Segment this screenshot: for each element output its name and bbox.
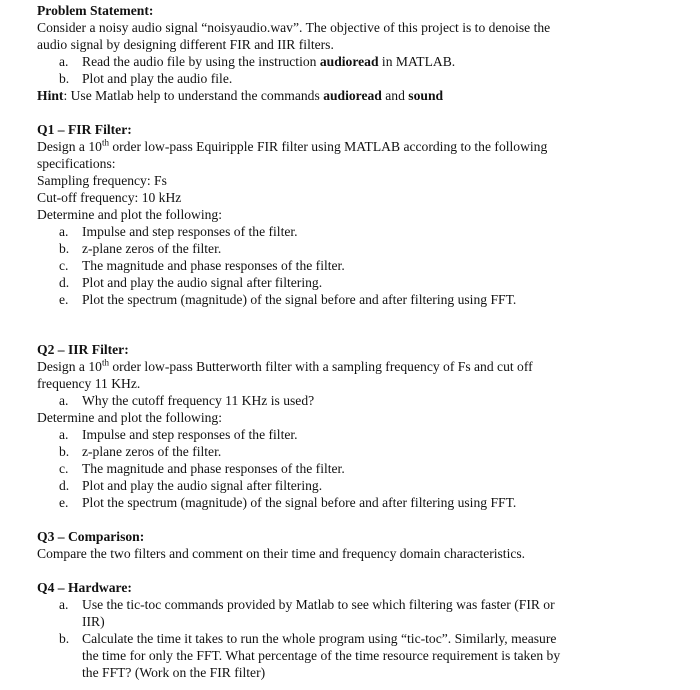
q2-line-2: frequency 11 KHz. (37, 376, 141, 391)
q1-determine-line: Determine and plot the following: (37, 207, 222, 222)
item-marker: b. (59, 71, 70, 86)
q1-heading: Q1 – FIR Filter: (37, 122, 132, 137)
problem-paragraph-line-2: audio signal by designing different FIR and IIR filters. (37, 37, 334, 52)
q2-line-1: Design a 10th order low-pass Butterworth filter with a sampling frequency of Fs and cut off (37, 357, 533, 374)
q2-heading: Q2 – IIR Filter: (37, 342, 129, 357)
hint-line: Hint: Use Matlab help to understand the commands audioread and sound (37, 88, 444, 103)
q1-cutoff-frequency: Cut-off frequency: 10 kHz (37, 190, 182, 205)
audioread-command: audioread (319, 54, 379, 69)
item-marker: a. (59, 54, 69, 69)
problem-paragraph-line-1: Consider a noisy audio signal “noisyaudio.wav”. The objective of this project is to denoise the (37, 20, 551, 35)
q2-determine-line: Determine and plot the following: (37, 410, 222, 425)
hint-command-sound: sound (408, 88, 444, 103)
q1-line-2: specifications: (37, 156, 116, 171)
problem-heading: Problem Statement: (37, 3, 154, 18)
q3-heading: Q3 – Comparison: (37, 529, 145, 544)
q4-heading: Q4 – Hardware: (37, 580, 132, 595)
hint-label: Hint (37, 88, 64, 103)
hint-command-audioread: audioread (323, 88, 382, 103)
item-text: Plot and play the audio file. (82, 71, 233, 86)
q1-line-1: Design a 10th order low-pass Equiripple FIR filter using MATLAB according to the following (37, 137, 548, 154)
q1-sampling-frequency: Sampling frequency: Fs (37, 173, 167, 188)
q3-text: Compare the two filters and comment on their time and frequency domain characteristics. (37, 546, 526, 561)
